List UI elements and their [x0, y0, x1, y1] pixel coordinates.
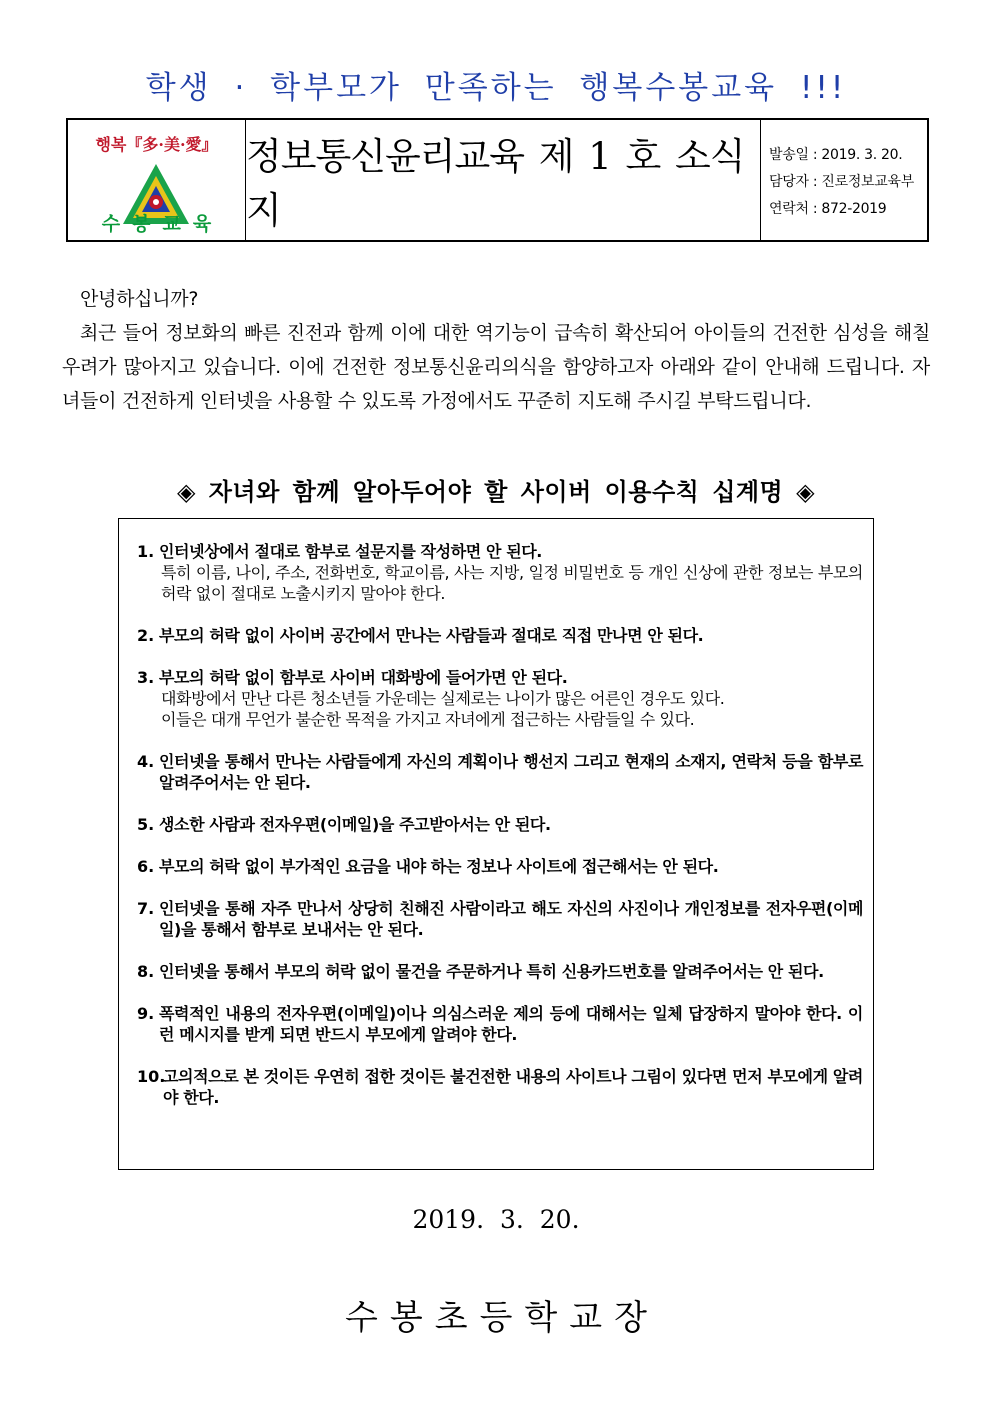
rule-number: 4. — [137, 752, 155, 771]
rule-number: 7. — [137, 899, 155, 918]
rule-title: 부모의 허락 없이 부가적인 요금을 내야 하는 정보나 사이트에 접근해서는 안 된다. — [159, 857, 719, 876]
rule-title: 인터넷을 통해서 만나는 사람들에게 자신의 계획이나 행선지 그리고 현재의 소재지, 연락처 등을 함부로 알려주어서는 안 된다. — [159, 752, 863, 792]
school-logo — [68, 120, 246, 240]
rule-number: 9. — [137, 1004, 155, 1023]
rule-detail: 이들은 대개 무언가 불순한 목적을 가지고 자녀에게 접근하는 사람들일 수 있다. — [161, 710, 695, 729]
contact-number: 연락처 : 872-2019 — [769, 201, 887, 217]
newsletter-header — [66, 118, 929, 242]
newsletter-title: 정보통신윤리교육 제 1 호 소식지 — [246, 120, 761, 240]
rule-item — [137, 1003, 863, 1045]
rule-title: 인터넷을 통해서 부모의 허락 없이 물건을 주문하거나 특히 신용카드번호를 알려주어서는 안 된다. — [159, 962, 824, 981]
issue-footer-date: 2019. 3. 20. — [412, 1205, 580, 1234]
rules-box — [118, 518, 874, 1170]
person-in-charge: 담당자 : 진로정보교육부 — [769, 174, 914, 190]
rule-item — [137, 856, 863, 877]
rule-number: 1. — [137, 542, 155, 561]
rule-item — [137, 961, 863, 982]
rule-item — [137, 541, 863, 604]
rule-detail: 대화방에서 만난 다른 청소년들 가운데는 실제로는 나이가 많은 어른인 경우도 있다. — [161, 689, 725, 708]
intro-section — [62, 282, 930, 418]
rule-title: 부모의 허락 없이 함부로 사이버 대화방에 들어가면 안 된다. — [159, 668, 568, 687]
rule-number: 10. — [137, 1067, 166, 1086]
rule-item — [137, 1066, 863, 1108]
rule-detail: 특히 이름, 나이, 주소, 전화번호, 학교이름, 사는 지방, 일정 비밀번호 등 개인 신상에 관한 정보는 부모의 허락 없이 절대로 노출시키지 말아야 한다. — [161, 563, 863, 603]
rule-title: 부모의 허락 없이 사이버 공간에서 만나는 사람들과 절대로 직접 만나면 안 된다. — [159, 626, 704, 645]
rule-item — [137, 667, 863, 730]
issue-date: 발송일 : 2019. 3. 20. — [769, 147, 903, 163]
rule-item — [137, 814, 863, 835]
logo-motto-korean: 행복 — [95, 135, 127, 154]
rule-item — [137, 625, 863, 646]
rule-number: 3. — [137, 668, 155, 687]
logo-school-name: 수봉교육 — [101, 213, 224, 235]
issue-info — [761, 120, 927, 240]
rule-title: 고의적으로 본 것이든 우연히 접한 것이든 불건전한 내용의 사이트나 그림이 있다면 먼저 부모에게 알려야 한다. — [163, 1067, 863, 1107]
rule-number: 5. — [137, 815, 155, 834]
rule-number: 6. — [137, 857, 155, 876]
rule-title: 인터넷을 통해 자주 만나서 상당히 친해진 사람이라고 해도 자신의 사진이나 개인정보를 전자우편(이메일)을 통해서 함부로 보내서는 안 된다. — [159, 899, 863, 939]
rule-number: 2. — [137, 626, 155, 645]
logo-motto — [68, 132, 245, 155]
slogan-banner: 학생 · 학부모가 만족하는 행복수봉교육 !!! — [145, 70, 847, 106]
rule-item — [137, 751, 863, 793]
principal-signature: 수봉초등학교장 — [345, 1298, 659, 1338]
intro-paragraph: 최근 들어 정보화의 빠른 진전과 함께 이에 대한 역기능이 급속히 확산되어 아이들의 건전한 심성을 해칠 우려가 많아지고 있습니다. 이에 건전한 정보통신윤리의식을 함양하고자 아래와 같이 안내해 드립니다. 자녀들이 건전하게 인터넷을 사용할 수 있도록 가정에서도 꾸준히 지도해 주시길 부탁드립니다. — [62, 322, 930, 412]
rule-title: 생소한 사람과 전자우편(이메일)을 주고받아서는 안 된다. — [159, 815, 551, 834]
rule-number: 8. — [137, 962, 155, 981]
rule-title: 폭력적인 내용의 전자우편(이메일)이나 의심스러운 제의 등에 대해서는 일체 답장하지 말아야 한다. 이런 메시지를 받게 되면 반드시 부모에게 알려야 한다. — [159, 1004, 863, 1044]
rule-title: 인터넷상에서 절대로 함부로 설문지를 작성하면 안 된다. — [159, 542, 542, 561]
rules-heading: ◈ 자녀와 함께 알아두어야 할 사이버 이용수칙 십계명 ◈ — [176, 478, 816, 506]
rule-item — [137, 898, 863, 940]
logo-motto-hanja: 『多·美·愛』 — [126, 135, 218, 154]
greeting: 안녕하십니까? — [80, 288, 199, 310]
